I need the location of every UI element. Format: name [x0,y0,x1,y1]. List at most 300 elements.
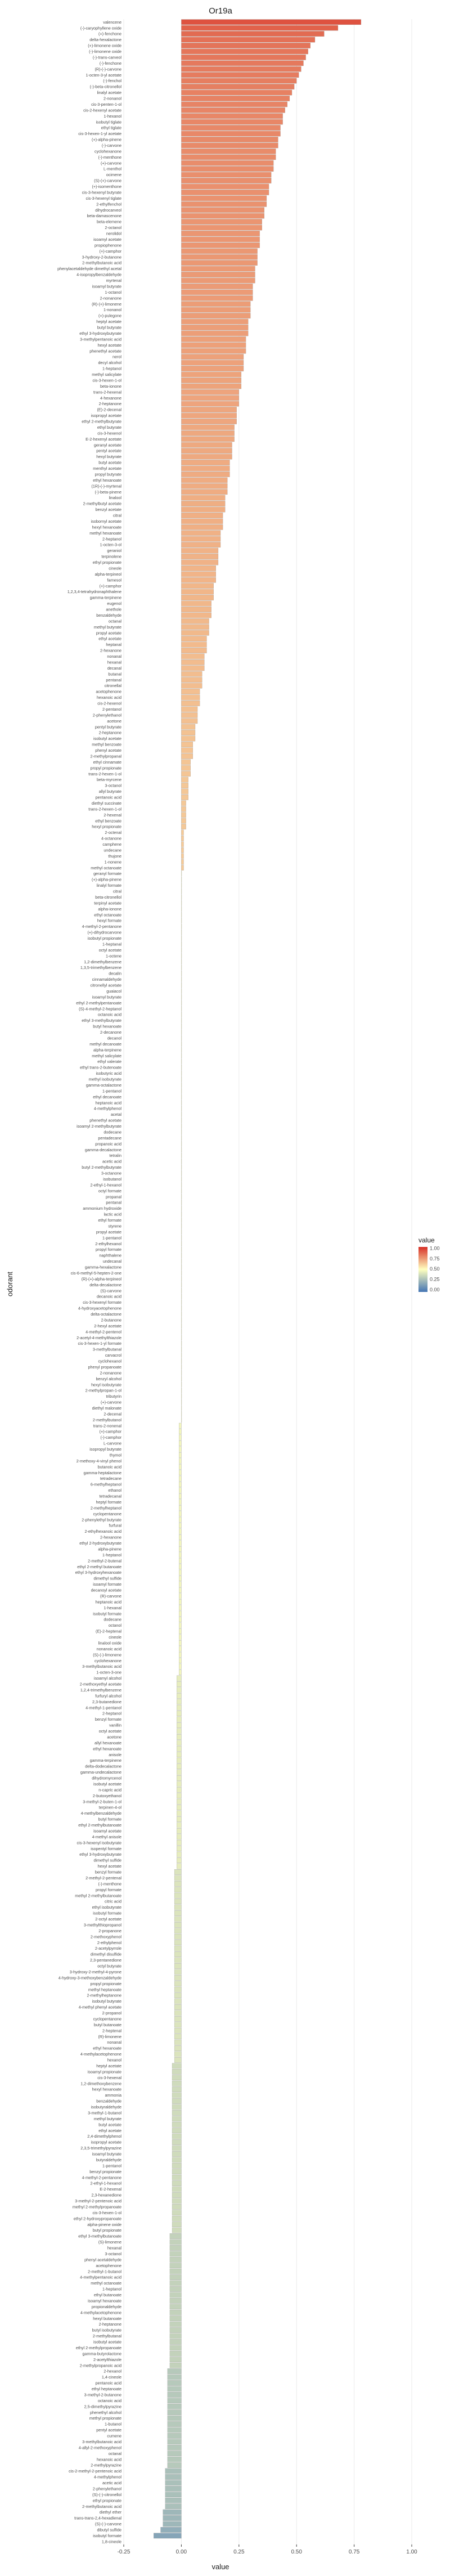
y-tick-label: 3-methylbutanoic acid [82,1664,122,1670]
bar [181,1399,182,1404]
y-tick-label: delta-hexalactone [89,37,122,43]
y-tick-label: guaiacol [106,988,122,994]
y-tick-label: heptanal [106,642,122,648]
y-tick-label: 4-allyl-2-methoxyphenol [78,2445,122,2451]
bar [181,184,269,189]
y-tick-label: trans-2-hexen-1-ol [88,806,122,812]
y-tick-label: gamma-terpinene [89,1758,122,1763]
bar [181,1300,182,1305]
bar [181,489,227,494]
bar [172,2157,181,2162]
y-tick-label: trans-2-nonenal [93,1423,122,1429]
bar [168,2427,182,2433]
y-tick-label: propyl acetate [96,1229,122,1235]
bar [172,2228,181,2233]
bar [181,813,186,818]
y-tick-label: ethyl 2-methylpropanoate [75,2345,122,2350]
y-tick-label: cis-3-hexenyl tiglate [86,195,122,201]
y-tick-label: octyl acetate [98,1729,122,1734]
bar [177,1857,181,1863]
y-tick-label: ethyl 3-hydroxybutyrate [79,1852,122,1857]
bar [165,2469,182,2474]
bar [179,1628,181,1633]
bar [181,1259,182,1264]
bar [177,1740,181,1745]
bar [181,1211,182,1217]
legend-tick-label: 0.75 [430,1255,440,1262]
y-tick-label: 4-isopropylbenzaldehyde [76,272,122,277]
bar [181,625,209,630]
bar [181,78,296,83]
y-tick-label: 3-methyl-2-buten-1-ol [83,1799,122,1805]
y-tick-label: cyclohexanone [94,1658,122,1663]
legend-tick-label: 0.25 [430,1276,440,1282]
bar [172,2175,181,2180]
y-tick-label: 4-methyl anisole [92,1834,122,1839]
bar [181,536,220,541]
y-tick-label: (+)-pulegone [98,313,122,318]
bar [179,1552,181,1558]
bar [181,777,188,782]
bar [181,307,250,312]
bar [174,1963,181,1968]
y-tick-label: cumene [107,2433,122,2439]
y-tick-label: 4-methylbenzaldehyde [80,1811,122,1816]
y-tick-label: acetone [107,718,122,724]
bar [168,2409,182,2415]
y-tick-label: anisole [109,1752,122,1757]
bar [179,1587,181,1592]
y-tick-label: 1-octanol [105,289,122,295]
y-tick-label: 2,3,5-trimethylpyrazine [80,2146,122,2151]
y-tick-label: nonanal [107,654,122,659]
y-tick-label: 1-nonanol [104,307,122,313]
y-tick-label: acetic acid [102,1159,122,1164]
bar [179,1652,181,1657]
y-tick-label: diethyl malonate [92,1406,122,1411]
bar [172,2151,181,2156]
bar [181,231,259,236]
y-tick-label: 2-heptanone [98,730,122,735]
y-tick-label: valencene [103,19,122,25]
bar [174,1905,181,1910]
y-tick-label: hexyl acetate [97,342,122,348]
y-tick-label: 2-phenylethyl butyrate [82,1517,122,1523]
bar [181,771,190,776]
y-tick-label: (-)-fenchone [99,60,122,66]
y-tick-label: methyl decanoate [89,1041,122,1047]
y-tick-label: cis-3-hexen-1-yl acetate [78,131,122,137]
bar [181,1153,182,1158]
bar [181,601,211,606]
bar [181,237,259,242]
y-tick-label: isoamyl propionate [87,2069,122,2075]
y-tick-label: 4-methylphenol [93,2474,122,2480]
y-tick-label: gamma-heptalactone [83,1470,122,1475]
y-tick-label: 2-hexyl acetate [94,1323,122,1329]
bar [172,2063,181,2068]
bar [181,507,225,512]
bar [172,2163,181,2168]
y-tick-label: ethyl hexanoate [93,477,122,483]
y-tick-label: 2-methyl-2-pentenal [86,1875,122,1881]
y-tick-label: 2-octyl acetate [95,1917,122,1922]
y-tick-label: undecanal [102,1259,122,1264]
bar [181,66,301,71]
y-tick-label: beta-elemene [97,219,122,225]
bar [181,765,190,770]
bar [181,20,361,25]
bar [181,712,197,717]
y-tick-label: trans-2-hexen-1-ol [88,771,122,777]
bar [181,707,197,712]
y-tick-label: tetradecanal [99,1493,122,1499]
bar [181,513,223,518]
y-tick-label: styrene [108,1223,122,1229]
bar [179,1458,181,1464]
y-tick-label: eugenol [107,601,122,607]
bar [172,2192,181,2197]
bar [179,1429,181,1434]
bar [174,1893,181,1898]
y-tick-label: 2-methyl-2-butenal [88,1558,122,1564]
bar [181,595,213,600]
bar [170,2274,181,2279]
y-tick-label: 2-methylbutyl acetate [83,501,122,506]
bar [179,1582,181,1587]
bar [181,72,299,77]
bar [179,1493,181,1498]
y-tick-label: isoamyl acetate [93,236,122,242]
y-tick-label: 2-heptanol [102,536,122,542]
y-tick-label: cyclopentanone [93,1511,122,1516]
bar [181,1370,182,1375]
bar [181,994,182,999]
y-tick-label: 2-methylpropanoic acid [79,2363,122,2368]
y-tick-label: methyl 2-methylbutanoate [75,1893,122,1899]
y-tick-label: isobutyl acetate [93,1781,122,1787]
y-tick-label: hexyl butanoate [93,2315,122,2321]
y-tick-label: decanol [107,1035,122,1041]
y-tick-label: ethyl 2-hydroxybutyrate [79,1541,122,1546]
bar [181,1323,182,1329]
y-tick-label: (+)-dihydrocarvone [87,930,122,935]
y-tick-label: alpha-terpinene [93,1047,122,1053]
y-tick-label: delta-octalactone [91,1312,122,1317]
y-tick-label: butanoic acid [97,1464,122,1470]
y-tick-label: methyl benzoate [92,742,122,747]
bar [177,1734,181,1739]
bar [174,1875,181,1881]
y-tick-label: trans-trans-2,4-hexadienal [74,2515,122,2521]
bar [179,1523,181,1528]
bar [181,918,182,923]
y-tick-label: benzyl acetate [95,507,122,513]
y-tick-label: ethyl 2-methylpentanoate [76,1000,122,1006]
y-tick-label: cis-2-hexenyl acetate [83,107,122,113]
bar [181,1141,182,1146]
bar [174,1910,181,1915]
bar [179,1623,181,1628]
bar [177,1846,181,1851]
bar [181,701,200,706]
bar [181,577,215,582]
y-tick-label: ethyl isobutyrate [92,1905,122,1910]
y-tick-label: propyl propionate [90,765,122,771]
y-tick-label: 2-pentanol [102,706,122,712]
bar [170,2357,181,2362]
bar [172,2122,181,2127]
y-tick-label: isobutyl tiglate [96,119,122,125]
y-tick-label: terpinen-4-ol [98,1805,122,1810]
bar [170,2263,181,2268]
legend-tick-label: 0.00 [430,1287,440,1293]
bar [170,2233,181,2238]
bar [179,1488,181,1493]
y-tick-label: ethyl formate [98,1218,122,1223]
y-tick-label: 1-heptanol [102,1552,122,1558]
bar [181,1194,182,1199]
y-tick-label: butyl propionate [92,2228,122,2233]
bar [174,2028,181,2033]
y-tick-label: octanoic acid [98,2398,122,2403]
bar [179,1670,181,1675]
y-tick-label: 2-butoxyethanol [92,1793,122,1798]
bar [181,519,223,524]
bar [172,2116,181,2121]
y-tick-label: thymol [109,1452,122,1458]
bar [181,1030,182,1035]
y-tick-label: 2,4-dimethylphenol [87,2134,122,2139]
y-tick-label: pentyl acetate [96,2427,122,2433]
bar [181,425,234,430]
bar [174,1881,181,1886]
x-tick-label: 0.50 [291,2549,302,2555]
y-tick-label: hexyl isobutyrate [91,1382,122,1388]
bar [181,1305,182,1311]
bar [177,1717,181,1722]
y-tick-label: furfuryl alcohol [95,1693,122,1699]
bar [181,495,225,500]
y-tick-label: (-)-limonene oxide [89,49,122,55]
bar [181,1358,182,1363]
y-tick-label: 2-methylpyrazine [91,2462,122,2468]
bar [179,1470,181,1475]
y-tick-label: allyl butyrate [98,789,122,795]
y-tick-label: pentanal [106,677,122,683]
bar [172,2139,181,2144]
bar [181,336,246,342]
bar [181,1136,182,1141]
y-tick-label: decanal [107,665,122,671]
bar [179,1664,181,1669]
y-tick-label: 2,3-pentanedione [90,1958,122,1963]
y-tick-label: 3-hydroxy-2-butanone [82,254,122,260]
y-tick-label: nonanoic acid [96,1646,122,1651]
bar [181,941,182,946]
y-tick-label: hexyl formate [97,918,122,923]
bar [181,1053,182,1058]
bar [170,2269,181,2274]
y-tick-label: (-)-beta-citronellol [89,84,122,89]
y-tick-label: ethyl valerate [97,1059,122,1065]
y-tick-label: butyl isobutyrate [92,2327,122,2333]
y-tick-label: heptyl acetate [96,2063,122,2068]
y-tick-label: cis-2-hexenol [97,701,122,706]
bar [179,1576,181,1581]
bar [181,1276,182,1281]
bar [179,1464,181,1469]
y-tick-label: ethyl acetate [98,636,122,641]
bar [168,2416,182,2421]
bar [181,219,262,224]
y-tick-label: citral [112,888,122,894]
bar [181,343,246,348]
y-tick-label: ethyl hexanoate [93,1746,122,1752]
y-tick-label: 1-hexanal [104,1605,122,1610]
bar [172,2169,181,2174]
y-tick-label: 4-octanone [101,836,122,841]
y-tick-label: linalool [109,495,122,501]
y-tick-label: isobutyl formate [93,2533,122,2538]
y-tick-label: (-)-carvone [101,143,122,148]
y-tick-label: camphene [102,842,122,847]
y-tick-label: tributyrin [106,1394,122,1399]
bar [181,1106,182,1111]
bar [179,1599,181,1604]
bar [181,1182,182,1187]
y-tick-label: pentadecane [98,1135,122,1141]
bar [177,1688,181,1693]
y-tick-label: butanal [108,671,122,677]
bar [181,1388,182,1393]
y-tick-label: cis-3-hexenal [97,2075,122,2080]
y-tick-label: 2-phenylethanol [92,2486,122,2492]
y-tick-label: ethanol [108,1488,122,1493]
y-tick-label: pentanoic acid [95,2380,122,2386]
y-tick-label: 1-butanol [105,2421,122,2427]
y-tick-label: 1-pentanol [102,2163,122,2169]
bar [181,806,186,811]
bar [170,2363,181,2368]
y-tick-label: isobutyric acid [96,1071,122,1076]
y-tick-label: isobutyl propionate [87,936,122,941]
y-tick-label: cis-3-hexenyl butyrate [82,190,122,195]
y-tick-label: 3-methyl-1-butanol [88,2110,122,2116]
y-tick-label: 2-propanol [102,2010,122,2016]
bar [165,2486,182,2491]
y-tick-label: 2-methyl-1-butanol [88,2269,122,2274]
bar [181,1124,182,1129]
y-tick-label: butyl formate [98,1816,122,1822]
y-tick-label: benzaldehyde [96,612,122,618]
bar [181,313,250,318]
y-tick-label: (R)-(+)-limonene [92,301,122,307]
bar [174,2045,181,2050]
bar [177,1823,181,1828]
bar [168,2392,182,2397]
y-tick-label: 2-acetylthiazole [93,2357,122,2362]
bar [181,1000,182,1006]
bar [179,1500,181,1505]
bar [181,1118,182,1123]
bar [181,1012,182,1017]
bar [181,360,244,365]
y-tick-label: 2-methylbutanal [92,2333,122,2339]
bar [181,859,183,864]
bar [181,948,182,953]
y-tick-label: dodecane [104,1617,122,1622]
y-tick-label: diethyl succinate [91,800,122,806]
bar [181,965,182,970]
bar [177,1799,181,1804]
bar [170,2240,181,2245]
bar [181,483,227,488]
bar [181,1188,182,1193]
bar [174,2057,181,2062]
bar [181,542,220,547]
bar [174,1969,181,1974]
bar [181,131,280,136]
y-tick-label: isobutyl formate [93,1611,122,1617]
y-tick-label: dihydrocarveol [95,207,122,213]
y-tick-label: dodecane [104,1129,122,1135]
bar [172,2204,181,2209]
bar [181,1035,182,1040]
bar [177,1787,181,1792]
bar [181,302,250,307]
bar [170,2345,181,2350]
y-tick-label: (S)-(-)-citronellol [92,2492,122,2497]
bar [165,2498,182,2503]
bar [177,1705,181,1710]
y-tick-label: 4-methylphenol [93,1106,122,1111]
bar [168,2451,182,2456]
bar [181,1159,182,1164]
bar [181,753,192,759]
y-tick-label: butyl acetate [98,460,122,465]
y-tick-label: dimethyl sulfide [93,1576,122,1581]
bar [181,190,269,195]
bar [181,243,259,248]
y-tick-label: (-)-fenchol [103,78,122,84]
y-tick-label: 2-methylpropan-1-ol [85,1388,122,1393]
y-tick-label: octyl butyrate [97,1963,122,1969]
bar [174,1917,181,1922]
bar [181,824,186,829]
bar [174,2004,181,2009]
y-tick-label: methyl propionate [89,2416,122,2421]
bar [174,1951,181,1956]
bar [174,1987,181,1992]
bar [181,437,234,442]
y-tick-label: isobutyraldehyde [91,2104,122,2110]
bar [177,1828,181,1833]
y-tick-label: menthyl acetate [93,466,122,472]
bar [172,2187,181,2192]
y-tick-label: octanal [108,618,122,624]
bar [181,119,282,124]
legend-colorbar [418,1247,428,1292]
bar [181,847,183,852]
bar [179,1534,181,1540]
bar [181,1147,182,1152]
y-tick-label: 2-hexanone [100,648,122,653]
bar [181,1042,182,1047]
y-tick-label: methyl butyrate [93,624,122,630]
bar [177,1711,181,1716]
bar [179,1529,181,1534]
